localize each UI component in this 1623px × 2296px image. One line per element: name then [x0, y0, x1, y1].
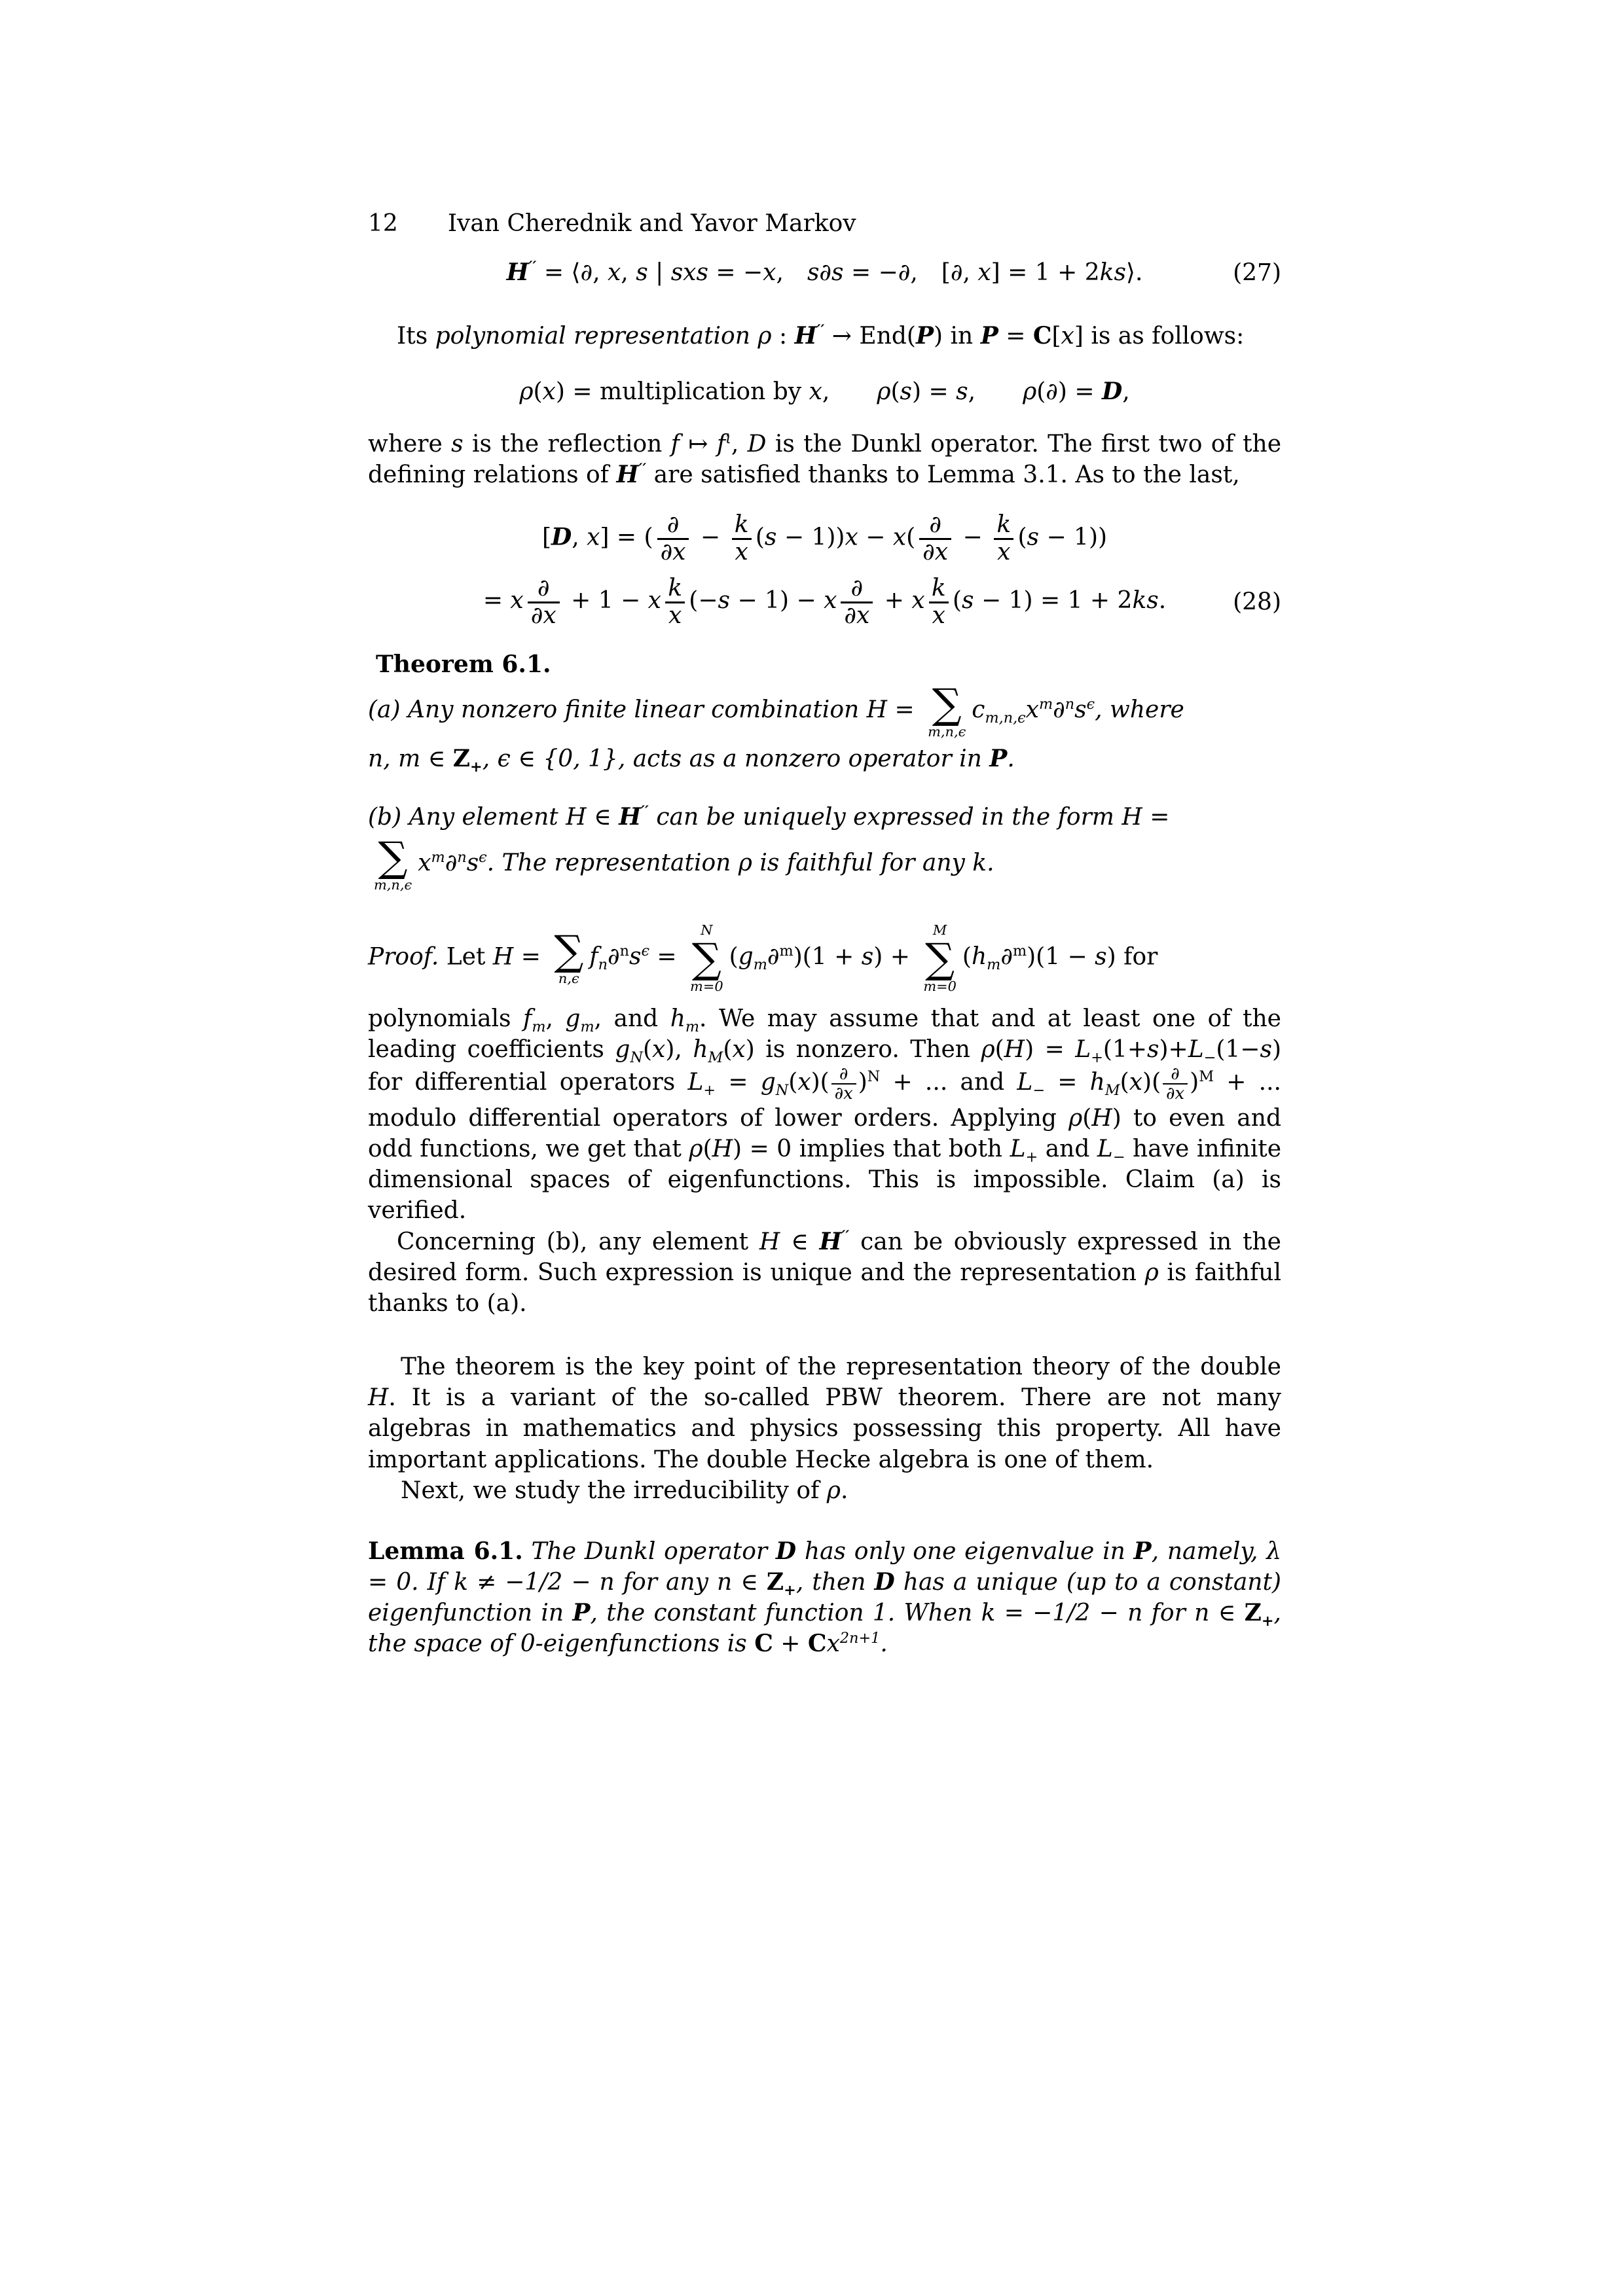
- text-run: P: [915, 322, 934, 350]
- text-run: ) +: [873, 943, 918, 971]
- proof-lead-line: [368, 923, 1281, 994]
- sigma-icon: ∑: [378, 833, 408, 881]
- summation: [923, 923, 957, 994]
- sigma-icon: ∑: [925, 934, 955, 982]
- text-run: $f_m$: [523, 1005, 546, 1035]
- text-run: s: [1147, 1035, 1159, 1063]
- text-run: $L_-$: [1097, 1136, 1125, 1166]
- text-run: $g_N$: [615, 1035, 643, 1067]
- text-run: ∂$^n$: [1053, 695, 1075, 723]
- fraction: [919, 512, 951, 565]
- text-run: s: [1027, 524, 1039, 551]
- text-run: :: [771, 323, 795, 350]
- text-run: C: [807, 1630, 827, 1658]
- fraction: [994, 512, 1013, 565]
- text-run: polynomials: [368, 1005, 523, 1032]
- lemma-heading: Lemma 6.1.: [368, 1537, 523, 1565]
- text-run: H: [712, 1136, 733, 1163]
- text-run: ) = multiplication by: [555, 378, 809, 406]
- sigma-icon: ∑: [691, 934, 721, 982]
- text-run: ,: [968, 378, 976, 406]
- text-run: Proof.: [368, 943, 439, 971]
- text-run: P: [572, 1599, 591, 1627]
- text-run: has a unique (up to a constant) eigenfunction in: [368, 1569, 1281, 1627]
- text-run: (: [1082, 1105, 1092, 1132]
- text-run: )(1 −: [1027, 943, 1095, 971]
- text-run: H′′: [794, 322, 825, 350]
- numerator: ∂: [850, 574, 864, 601]
- text-run: , the constant function 1. When k = −1/2 − n for n ∈: [590, 1600, 1245, 1627]
- fraction: [732, 512, 752, 565]
- text-run: is the Dunkl operator. The first two of the defining relations of: [368, 430, 1281, 488]
- text-run: s: [636, 259, 648, 287]
- text-run: )(1 +: [793, 943, 862, 971]
- denominator: ∂x: [528, 601, 560, 629]
- text-run: $x^m$: [1025, 695, 1053, 723]
- text-run: [∂,: [941, 259, 978, 287]
- text-run: H′′: [819, 1227, 850, 1255]
- text-run: x: [824, 587, 837, 615]
- equation-27-body: [507, 259, 1143, 286]
- text-run: $h_M$: [1089, 1069, 1120, 1100]
- text-run: and: [1038, 1136, 1097, 1163]
- equation-number-28: (28): [1233, 588, 1281, 616]
- text-run: ,: [572, 524, 587, 551]
- text-run: ρ: [1144, 1259, 1159, 1286]
- page-number: 12: [368, 210, 398, 237]
- text-run: ρ: [1068, 1105, 1083, 1132]
- text-run: + ... and: [880, 1069, 1017, 1096]
- text-run: x: [845, 524, 858, 551]
- numerator: ∂: [839, 1064, 848, 1085]
- text-run: x: [732, 1035, 746, 1063]
- theorem-part-a-line1: [368, 679, 1281, 740]
- text-run: )+: [1159, 1035, 1188, 1063]
- fraction: [528, 576, 560, 629]
- text-run: x: [1129, 1069, 1143, 1096]
- text-run: , where: [1095, 696, 1184, 723]
- text-run: = −: [708, 259, 763, 287]
- text-run: ) to even and odd functions, we get that: [368, 1105, 1281, 1163]
- text-run: (: [642, 1035, 653, 1063]
- text-run: H′′: [506, 259, 537, 287]
- running-header: [368, 208, 1281, 239]
- text-run: ) =: [912, 378, 957, 406]
- theorem-part-b-line2: [368, 833, 1281, 893]
- numerator: ∂: [1171, 1064, 1180, 1085]
- proof-concerning: [368, 1227, 1281, 1319]
- text-run: . We may assume that and at least one of the leading coefficients: [368, 1005, 1281, 1063]
- text-run: has only one eigenvalue in: [796, 1537, 1134, 1565]
- proof-body: [368, 1003, 1281, 1227]
- text-run: The theorem is the key point of the representation theory of the double: [401, 1354, 1281, 1381]
- text-run: (: [729, 943, 739, 971]
- text-run: (: [788, 1069, 798, 1096]
- text-run: P: [1133, 1537, 1152, 1565]
- text-run: The Dunkl operator: [522, 1537, 776, 1565]
- text-run: ks: [1132, 587, 1159, 615]
- text-run: x: [1061, 323, 1074, 350]
- text-run: s: [861, 943, 874, 971]
- text-run: x: [763, 259, 776, 287]
- summation: [928, 679, 966, 740]
- text-run: s∂s: [807, 259, 844, 287]
- text-run: $L_-$: [1017, 1069, 1046, 1100]
- sum-lower-limit: m=0: [690, 978, 723, 994]
- text-run: .: [880, 1630, 888, 1658]
- text-run: ) =: [1025, 1035, 1076, 1063]
- text-run: D: [747, 430, 767, 457]
- paragraph-key-point: [368, 1352, 1281, 1475]
- text-run: ) for: [1106, 943, 1158, 971]
- text-run: $h_M$: [693, 1035, 723, 1067]
- text-run: x: [977, 259, 991, 287]
- text-run: ρ: [877, 378, 891, 406]
- text-run: =: [998, 323, 1033, 350]
- sigma-icon: ∑: [554, 927, 584, 975]
- text-run: ),: [665, 1035, 693, 1063]
- text-run: x: [647, 587, 661, 615]
- text-run: ∈: [780, 1228, 820, 1255]
- text-run: ∂$^m$: [767, 942, 793, 971]
- text-run: .: [1158, 587, 1167, 615]
- text-run: − 1)): [776, 524, 845, 551]
- text-run: $Z_+$: [766, 1568, 796, 1600]
- text-run: x: [510, 587, 524, 615]
- text-run: H: [1091, 1105, 1112, 1132]
- numerator: ∂: [666, 511, 680, 538]
- text-run: (1+: [1103, 1035, 1148, 1063]
- text-run: [750, 323, 757, 350]
- text-run: x: [892, 524, 907, 551]
- denominator: ∂x: [919, 538, 951, 565]
- text-run: (: [906, 524, 916, 551]
- denominator: x: [732, 538, 752, 565]
- text-run: , ϵ ∈ {0, 1}, acts as a nonzero operator in: [482, 745, 990, 772]
- sum-lower-limit: m,n,ϵ: [928, 723, 966, 740]
- summation: [374, 833, 412, 893]
- text-run: x: [542, 378, 556, 406]
- text-run: D: [775, 1537, 797, 1565]
- text-run: x: [652, 1035, 666, 1063]
- sum-upper-limit: N: [701, 922, 713, 938]
- sum-lower-limit: n,ϵ: [558, 971, 579, 987]
- fraction: [929, 576, 949, 629]
- text-run: (1−: [1216, 1035, 1260, 1063]
- fraction: [665, 576, 685, 629]
- text-run: can be obviously expressed in the desired form. Such expression is unique and the representation: [368, 1228, 1281, 1286]
- text-run: x: [797, 1069, 811, 1096]
- text-run: D: [874, 1568, 895, 1596]
- text-run: C: [754, 1630, 773, 1658]
- text-run: is faithful thanks to (a).: [368, 1259, 1281, 1317]
- text-run: $f^\iota$: [716, 429, 731, 457]
- text-run: s: [956, 378, 968, 406]
- sigma-icon: ∑: [932, 679, 962, 728]
- text-run: x: [587, 524, 600, 551]
- text-run: $f_n$: [589, 943, 608, 974]
- text-run: .: [840, 1477, 848, 1504]
- text-run: (: [723, 1035, 733, 1063]
- fraction: [657, 512, 689, 565]
- text-run: $L_+$: [1075, 1035, 1103, 1067]
- text-run: Next, we study the irreducibility of: [401, 1477, 827, 1504]
- text-run: )$^N$: [858, 1068, 881, 1096]
- text-run: have infinite dimensional spaces of eigenfunctions. This is impossible. Claim (a) is verified.: [368, 1136, 1282, 1225]
- theorem-part-a-line2: [368, 744, 1281, 774]
- denominator: ∂x: [831, 1083, 856, 1103]
- numerator: k: [668, 574, 683, 601]
- text-run: (: [702, 1136, 712, 1163]
- text-run: $h_m$: [971, 943, 1001, 974]
- sum-lower-limit: m=0: [923, 978, 957, 994]
- text-run: ks: [1099, 259, 1126, 287]
- equation-28-line1: [368, 512, 1281, 565]
- summation: [690, 923, 723, 994]
- text-run: = −∂,: [843, 259, 918, 287]
- text-run: (: [1017, 524, 1027, 551]
- text-run: x: [911, 587, 925, 615]
- text-run: ] = 1 + 2: [991, 259, 1100, 287]
- text-run: $c_{m,n,\epsilon}$: [972, 696, 1026, 726]
- text-run: $s^\epsilon$: [466, 848, 487, 876]
- equation-28: [368, 512, 1281, 629]
- text-run: $L_-$: [1188, 1035, 1216, 1067]
- text-run: ρ: [826, 1477, 841, 1504]
- text-run: ) = 0 implies that both: [733, 1136, 1010, 1163]
- text-run: (: [533, 378, 543, 406]
- text-run: +: [773, 1630, 808, 1658]
- text-run: Let: [439, 943, 493, 971]
- text-run: (: [952, 587, 962, 615]
- text-run: $s^\epsilon$: [629, 942, 649, 971]
- text-run: )(: [811, 1069, 830, 1096]
- text-run: P: [980, 322, 998, 350]
- equation-27: [368, 257, 1281, 288]
- sum-upper-limit: M: [932, 922, 947, 938]
- text-run: − 1) −: [730, 587, 824, 615]
- text-run: .: [1007, 745, 1015, 772]
- text-run: ρ: [689, 1136, 703, 1163]
- text-run: ∂$^n$: [608, 942, 629, 971]
- text-run: → End(: [824, 323, 916, 350]
- text-run: is the reflection: [463, 430, 671, 457]
- text-run: $x^{2n+1}$: [826, 1630, 881, 1658]
- text-run: are satisfied thanks to Lemma 3.1. As to the last,: [646, 461, 1240, 488]
- text-run: P: [989, 744, 1008, 772]
- text-run: ∂$^m$: [1000, 942, 1027, 971]
- denominator: ∂x: [657, 538, 689, 565]
- text-run: =: [1045, 1069, 1090, 1096]
- text-run: |: [647, 259, 671, 287]
- text-run: n, m ∈: [368, 745, 453, 772]
- text-run: +: [877, 587, 912, 615]
- equation-28-line2: [368, 576, 1281, 629]
- text-run: ) for differential operators: [368, 1035, 1281, 1096]
- lemma: [368, 1536, 1281, 1660]
- text-run: Concerning (b), any element: [397, 1228, 759, 1255]
- numerator: k: [996, 511, 1012, 538]
- text-run: s: [718, 587, 730, 615]
- text-run: ρ: [981, 1035, 995, 1063]
- text-run: −: [858, 524, 893, 551]
- fraction: [1163, 1065, 1188, 1103]
- text-run: H: [1004, 1035, 1025, 1063]
- denominator: x: [994, 538, 1013, 565]
- text-run: H′′: [619, 802, 649, 831]
- text-run: ⟩.: [1125, 259, 1143, 287]
- text-run: ) is nonzero. Then: [745, 1035, 981, 1063]
- text-run: f: [670, 430, 680, 457]
- text-run: =: [649, 943, 685, 971]
- text-run: ,: [822, 378, 830, 406]
- fraction: [831, 1065, 856, 1103]
- text-run: ] = (: [600, 524, 653, 551]
- text-run: (b) Any element H ∈: [368, 803, 619, 831]
- text-run: s: [900, 378, 913, 406]
- text-run: . The representation ρ is faithful for any k.: [486, 849, 994, 876]
- text-run: , the space of 0-eigenfunctions is: [368, 1600, 1281, 1658]
- text-run: Its: [397, 323, 435, 350]
- text-run: , then: [795, 1569, 875, 1596]
- text-run: $g_N$: [760, 1069, 789, 1100]
- text-run: ρ: [757, 323, 772, 350]
- text-run: x: [607, 259, 621, 287]
- text-run: . It is a variant of the so-called PBW theorem. There are not many algebras in mathematics and physics possessing this property. All have important applications. The double Hecke algebra is one of them.: [368, 1384, 1281, 1473]
- text-run: C: [1032, 322, 1052, 350]
- numerator: ∂: [929, 511, 941, 538]
- text-run: polynomial representation: [435, 323, 750, 350]
- text-run: H′′: [616, 460, 647, 488]
- text-run: (−: [689, 587, 718, 615]
- text-run: $h_m$: [670, 1005, 700, 1035]
- text-run: s: [1095, 943, 1107, 971]
- theorem-heading: Theorem 6.1.: [376, 651, 551, 679]
- text-run: can be uniquely expressed in the form H =: [648, 803, 1170, 831]
- text-run: =: [513, 943, 549, 971]
- text-run: [: [541, 524, 551, 551]
- denominator: x: [665, 601, 685, 629]
- theorem-part-b-line1: [368, 802, 1281, 833]
- text-run: − 1) = 1 + 2: [974, 587, 1133, 615]
- text-run: $Z_+$: [452, 744, 483, 776]
- text-run: + 1 −: [563, 587, 648, 615]
- text-run: (: [994, 1035, 1004, 1063]
- denominator: ∂x: [1163, 1083, 1188, 1103]
- text-run: H: [368, 1384, 389, 1412]
- text-run: −: [693, 524, 728, 551]
- text-run: ] is as follows:: [1074, 323, 1245, 350]
- text-block: [368, 208, 1281, 1660]
- text-run: $L_+$: [1010, 1136, 1038, 1166]
- text-run: ) in: [934, 323, 981, 350]
- text-run: ρ: [1023, 378, 1037, 406]
- text-run: x: [809, 378, 822, 406]
- text-run: (∂) =: [1036, 378, 1103, 406]
- text-run: , and: [594, 1005, 670, 1032]
- text-run: )(: [1142, 1069, 1161, 1096]
- text-run: ,: [621, 259, 636, 287]
- text-run: =: [716, 1069, 761, 1096]
- text-run: + ... modulo differential operators of lower orders. Applying: [368, 1069, 1281, 1132]
- text-run: s: [962, 587, 974, 615]
- summation: [554, 927, 584, 987]
- fraction: [841, 576, 873, 629]
- text-run: ,: [545, 1005, 566, 1032]
- text-run: s: [451, 430, 464, 457]
- text-run: s: [764, 524, 777, 551]
- paragraph-intro: [368, 321, 1281, 351]
- text-run: [: [1051, 323, 1061, 350]
- text-run: $L_+$: [687, 1069, 716, 1100]
- text-run: ,: [776, 259, 784, 287]
- denominator: x: [929, 601, 949, 629]
- text-run: sxs: [670, 259, 708, 287]
- sum-lower-limit: m,n,ϵ: [374, 876, 412, 893]
- text-run: s: [1260, 1035, 1272, 1063]
- text-run: ∂$^n$: [445, 848, 467, 876]
- text-run: $Z_+$: [1244, 1599, 1274, 1630]
- denominator: ∂x: [841, 601, 873, 629]
- text-run: , namely, λ = 0. If k ≠ −1/2 − n for any n ∈: [368, 1537, 1282, 1596]
- numerator: ∂: [537, 574, 550, 601]
- text-run: $g_m$: [565, 1005, 594, 1035]
- text-run: −: [955, 524, 991, 551]
- paragraph-next: [368, 1475, 1281, 1506]
- numerator: k: [734, 511, 749, 538]
- text-run: )$^M$: [1190, 1068, 1214, 1096]
- text-run: D: [1102, 378, 1123, 406]
- text-run: (: [1120, 1069, 1129, 1096]
- text-run: = ⟨∂,: [536, 259, 608, 287]
- text-run: where: [368, 430, 452, 457]
- text-run: H: [759, 1228, 780, 1255]
- text-run: (: [962, 943, 972, 971]
- text-run: ,: [1122, 378, 1130, 406]
- text-run: $s^\epsilon$: [1074, 695, 1095, 723]
- text-run: ρ: [519, 378, 534, 406]
- text-run: ,: [731, 430, 748, 457]
- text-run: − 1)): [1039, 524, 1108, 551]
- text-run: =: [483, 587, 511, 615]
- paragraph-where: [368, 429, 1281, 490]
- text-run: D: [551, 523, 572, 551]
- equation-rho: [368, 376, 1281, 407]
- running-title: Ivan Cherednik and Yavor Markov: [447, 210, 856, 237]
- equation-number-27: (27): [1233, 259, 1281, 287]
- text-run: (: [755, 524, 765, 551]
- text-run: (a) Any nonzero finite linear combination H =: [368, 696, 922, 723]
- text-run: $g_m$: [738, 943, 767, 974]
- equation-28-line2-body: [483, 574, 1167, 629]
- numerator: k: [931, 574, 946, 601]
- text-run: H: [492, 943, 514, 971]
- text-run: ↦: [680, 430, 717, 457]
- text-run: (: [890, 378, 900, 406]
- text-run: $x^m$: [418, 848, 445, 876]
